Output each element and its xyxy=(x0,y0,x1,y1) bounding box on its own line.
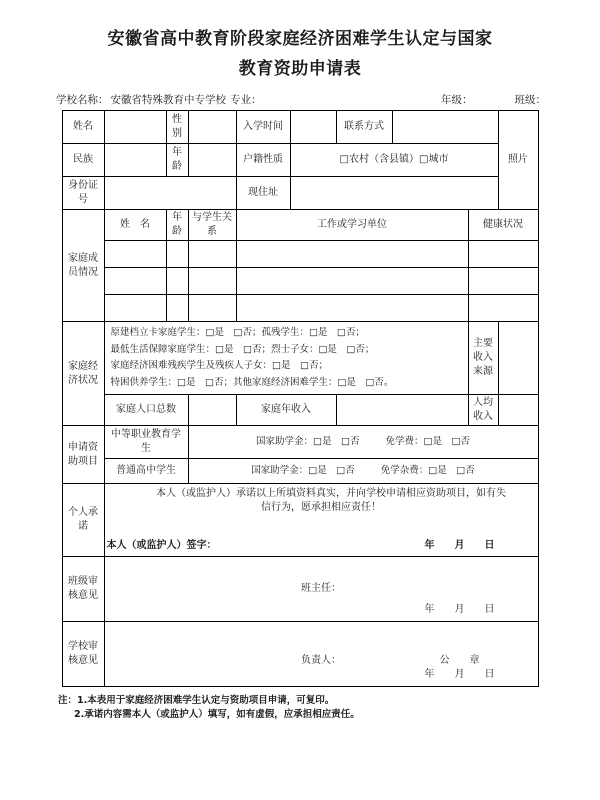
table-row-basic-3 xyxy=(62,177,538,210)
class-value[interactable] xyxy=(546,94,548,106)
major-field xyxy=(226,92,264,107)
footer-note-1: 注：1.本表用于家庭经济困难学生认定与资助项目申请，可复印。 xyxy=(58,695,335,706)
commitment-text-line-2: 信行为，愿承担相应责任！ xyxy=(261,502,381,513)
enroll-time-label: 入学时间 xyxy=(236,111,290,144)
family-row-1-name[interactable] xyxy=(104,241,166,268)
aid-type-vocational: 中等职业教育学生 xyxy=(104,426,188,459)
class-review-date-label[interactable]: 年 月 日 xyxy=(424,604,500,615)
major-label: 专业： xyxy=(230,94,262,106)
id-number-label: 身份证号 xyxy=(62,177,104,210)
aid-highschool-grant-label: 国家助学金： xyxy=(251,465,309,476)
footer-note-2: 2.承诺内容需本人（或监护人）填写，如有虚假，应承担相应责任。 xyxy=(74,709,360,720)
aid-type-highschool: 普通高中学生 xyxy=(104,459,188,484)
ethnicity-value[interactable] xyxy=(104,144,166,177)
class-review-signer-label: 班主任： xyxy=(301,583,341,594)
ethnicity-label: 民族 xyxy=(62,144,104,177)
table-row xyxy=(62,295,538,322)
gender-value[interactable] xyxy=(188,111,236,144)
address-label: 现住址 xyxy=(236,177,290,210)
economic-checkbox-line-2[interactable]: 最低生活保障家庭学生：□是 □否；烈士子女：□是 □否； xyxy=(110,343,375,355)
aid-vocational-options xyxy=(188,426,538,459)
family-row-1-health[interactable] xyxy=(468,241,538,268)
family-population-label: 家庭人口总数 xyxy=(104,395,188,426)
family-row-2-relation[interactable] xyxy=(188,268,236,295)
aid-highschool-waiver-label: 免学杂费： xyxy=(380,465,429,476)
commitment-signature-label[interactable]: 本人（或监护人）签字： xyxy=(106,540,217,551)
aid-vocational-grant-label: 国家助学金： xyxy=(256,436,314,447)
annual-income-label: 家庭年收入 xyxy=(236,395,336,426)
family-members-section-label: 家庭成员情况 xyxy=(62,210,104,322)
table-row-aid-vocational xyxy=(62,426,538,459)
page-title xyxy=(0,0,600,84)
household-type-label: 户籍性质 xyxy=(236,144,290,177)
per-capita-income-value[interactable] xyxy=(498,395,538,426)
household-type-options[interactable]: □农村（含县镇）□城市 xyxy=(290,144,498,177)
title-line-1: 安徽省高中教育阶段家庭经济困难学生认定与国家 xyxy=(107,29,493,49)
family-col-age: 年龄 xyxy=(166,210,188,241)
class-field xyxy=(515,92,549,107)
table-row-family-header xyxy=(62,210,538,241)
grade-field xyxy=(441,92,515,107)
family-row-1-relation[interactable] xyxy=(188,241,236,268)
annual-income-value[interactable] xyxy=(336,395,468,426)
footer-notes xyxy=(0,694,600,722)
gender-label: 性别 xyxy=(166,111,188,144)
title-line-2: 教育资助申请表 xyxy=(238,59,362,79)
commitment-signature-row xyxy=(107,539,536,553)
main-income-source-value[interactable] xyxy=(498,322,538,395)
commitment-content xyxy=(104,484,538,557)
photo-placeholder: 照片 xyxy=(498,111,538,210)
aid-highschool-options xyxy=(188,459,538,484)
table-row-basic-1 xyxy=(62,111,538,144)
aid-highschool-grant-options[interactable]: □是 □否 xyxy=(308,465,355,476)
family-population-value[interactable] xyxy=(188,395,236,426)
family-row-1-workplace[interactable] xyxy=(236,241,468,268)
contact-value[interactable] xyxy=(392,111,498,144)
table-row-aid-highschool xyxy=(62,459,538,484)
school-review-date-label[interactable]: 年 月 日 xyxy=(424,669,500,680)
table-row-commitment xyxy=(62,484,538,557)
name-value[interactable] xyxy=(104,111,166,144)
aid-vocational-grant-options[interactable]: □是 □否 xyxy=(313,436,360,447)
aid-highschool-waiver-options[interactable]: □是 □否 xyxy=(428,465,475,476)
class-review-content[interactable] xyxy=(104,557,538,622)
aid-vocational-waiver-options[interactable]: □是 □否 xyxy=(423,436,470,447)
family-row-2-age[interactable] xyxy=(166,268,188,295)
per-capita-income-label: 人均收入 xyxy=(468,395,498,426)
official-seal-label: 公 章 xyxy=(439,655,485,666)
main-income-source-label: 主要收入来源 xyxy=(468,322,498,395)
table-row-class-review xyxy=(62,557,538,622)
commitment-date-label[interactable]: 年 月 日 xyxy=(424,540,500,551)
class-review-bottom xyxy=(425,603,500,617)
commitment-text-line-1: 本人（或监护人）承诺以上所填资料真实，并向学校申请相应资助项目，如有失 xyxy=(156,488,506,499)
economic-status-section-label: 家庭经济状况 xyxy=(62,322,104,426)
family-row-2-name[interactable] xyxy=(104,268,166,295)
school-review-signer-label: 负责人： xyxy=(301,655,341,666)
family-row-1-age[interactable] xyxy=(166,241,188,268)
age-label: 年龄 xyxy=(166,144,188,177)
family-row-3-health[interactable] xyxy=(468,295,538,322)
school-name-field xyxy=(56,92,226,107)
contact-label: 联系方式 xyxy=(336,111,392,144)
table-row-basic-2 xyxy=(62,144,538,177)
school-name-label: 学校名称： xyxy=(56,94,109,106)
family-col-workplace: 工作或学习单位 xyxy=(236,210,468,241)
grade-value[interactable] xyxy=(473,94,475,106)
family-row-2-health[interactable] xyxy=(468,268,538,295)
family-col-relation: 与学生关系 xyxy=(188,210,236,241)
family-col-name: 姓 名 xyxy=(104,210,166,241)
family-col-health: 健康状况 xyxy=(468,210,538,241)
family-row-3-name[interactable] xyxy=(104,295,166,322)
application-form-table xyxy=(62,110,539,687)
aid-vocational-waiver-label: 免学费： xyxy=(385,436,424,447)
table-row xyxy=(62,268,538,295)
table-row-economic-checkboxes xyxy=(62,322,538,395)
class-label: 班级： xyxy=(514,94,546,106)
table-row-economic-income xyxy=(62,395,538,426)
age-value[interactable] xyxy=(188,144,236,177)
commitment-section-label: 个人承诺 xyxy=(62,484,104,557)
header-info xyxy=(0,92,600,107)
address-value[interactable] xyxy=(290,177,498,210)
school-review-bottom xyxy=(425,654,500,682)
id-number-value[interactable] xyxy=(104,177,236,210)
family-row-3-workplace[interactable] xyxy=(236,295,468,322)
enroll-time-value[interactable] xyxy=(290,111,336,144)
class-review-section-label: 班级审核意见 xyxy=(62,557,104,622)
economic-checkbox-line-4[interactable]: 特困供养学生：□是 □否；其他家庭经济困难学生：□是 □否。 xyxy=(110,376,394,388)
grade-label: 年级： xyxy=(441,94,473,106)
aid-items-section-label: 申请资助项目 xyxy=(62,426,104,484)
family-row-2-workplace[interactable] xyxy=(236,268,468,295)
table-row-school-review xyxy=(62,622,538,687)
family-row-3-age[interactable] xyxy=(166,295,188,322)
economic-checkbox-line-1[interactable]: 原建档立卡家庭学生：□是 □否；孤残学生：□是 □否； xyxy=(110,327,365,338)
economic-checkbox-line-3[interactable]: 家庭经济困难残疾学生及残疾人子女：□是 □否； xyxy=(110,360,328,371)
school-review-content[interactable] xyxy=(104,622,538,687)
table-row xyxy=(62,241,538,268)
name-label: 姓名 xyxy=(62,111,104,144)
school-review-section-label: 学校审核意见 xyxy=(62,622,104,687)
major-value[interactable] xyxy=(262,94,264,106)
family-row-3-relation[interactable] xyxy=(188,295,236,322)
school-name-value[interactable]: 安徽省特殊教育中专学校 xyxy=(110,94,226,106)
economic-checkbox-block xyxy=(104,322,468,395)
